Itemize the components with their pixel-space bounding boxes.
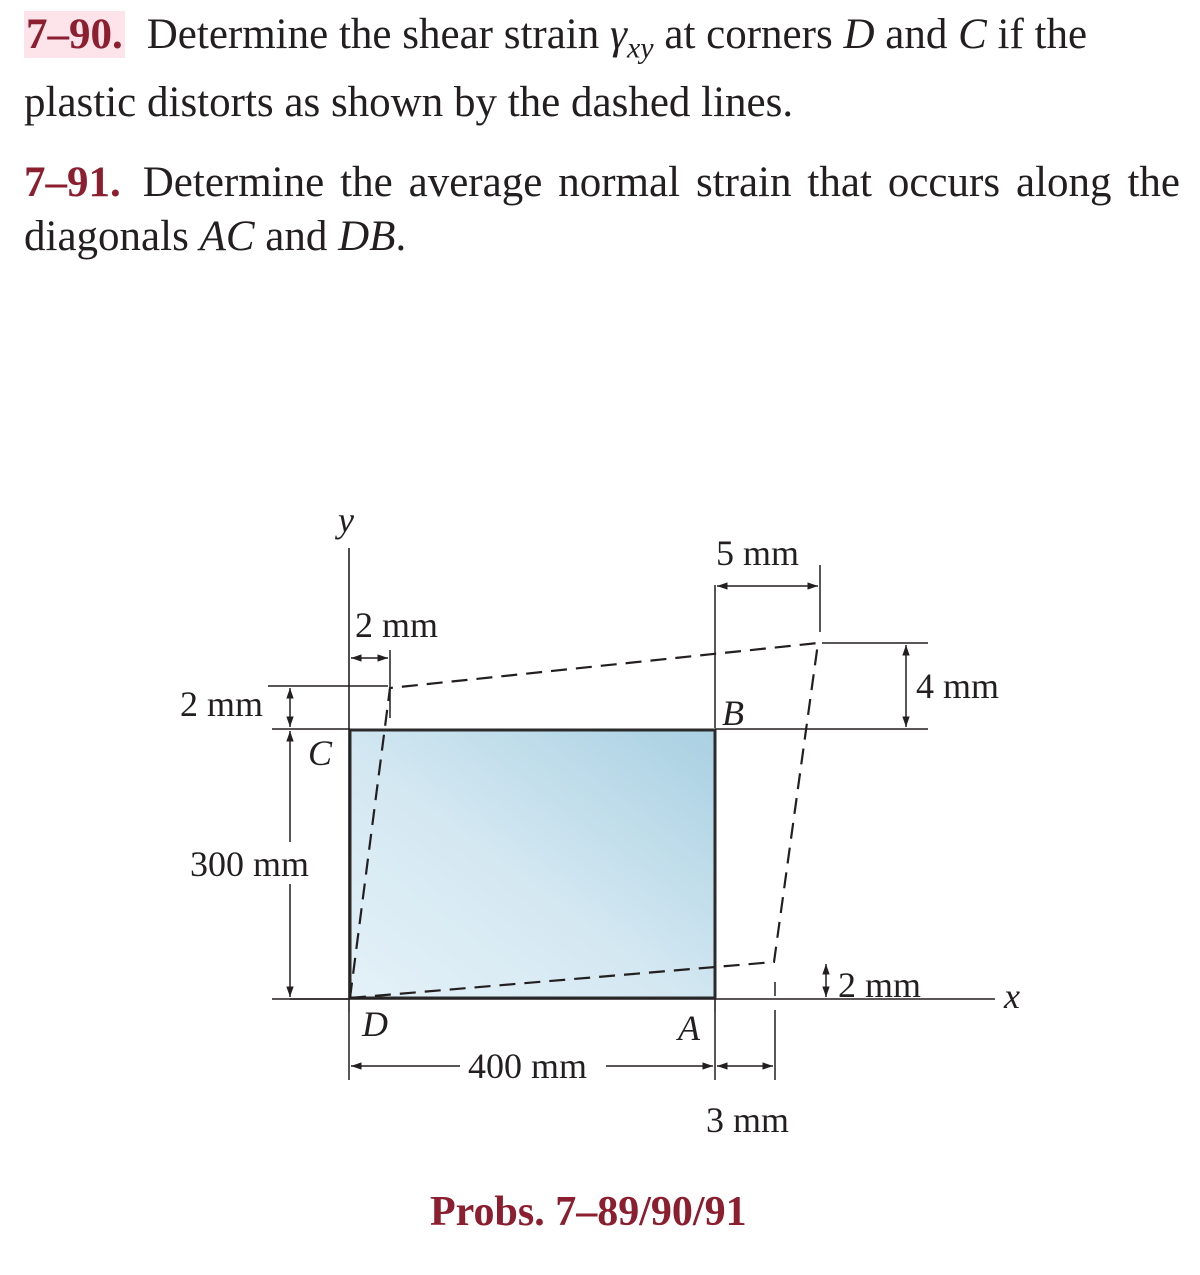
point-ref: C [958,11,987,58]
dim-label-bottom-right-shift: 3 mm [706,1100,790,1140]
problem-text: and [885,11,948,58]
problem-text: and [265,213,328,260]
diagonal-ref: AC [199,213,255,260]
problem-text: if the plastic distorts as shown by the dashed lines. [24,11,1088,126]
diagonal-ref: DB [338,213,396,260]
dim-label-width: 400 mm [468,1046,588,1086]
dim-label-left-rise: 2 mm [180,684,264,724]
undeformed-plate [350,730,715,998]
problem-text: . [395,213,407,260]
point-ref: D [843,11,875,58]
point-label-c: C [308,733,333,773]
problem-number: 7–91. [24,159,121,206]
dim-label-top-right-shift: 5 mm [716,533,800,573]
dim-label-bottom-right-rise: 2 mm [838,965,922,1005]
dim-label-top-left-shift: 2 mm [355,605,439,645]
problem-text: Determine the shear strain [146,11,600,58]
y-axis-label: y [338,500,354,540]
point-label-a: A [678,1008,700,1048]
x-axis-label: x [1004,976,1020,1016]
problem-text: Determine the average normal strain that occurs along the diagonals [24,159,1180,260]
problem-text: at corners [664,11,833,58]
point-label-d: D [362,1004,388,1044]
problem-number: 7–90. [26,11,123,58]
dim-label-height: 300 mm [190,844,310,884]
dim-label-right-rise: 4 mm [916,666,1000,706]
symbol-gamma: γ [610,11,627,58]
point-label-b: B [722,693,744,733]
figure-caption: Probs. 7–89/90/91 [430,1189,747,1235]
symbol-subscript: xy [626,31,654,65]
